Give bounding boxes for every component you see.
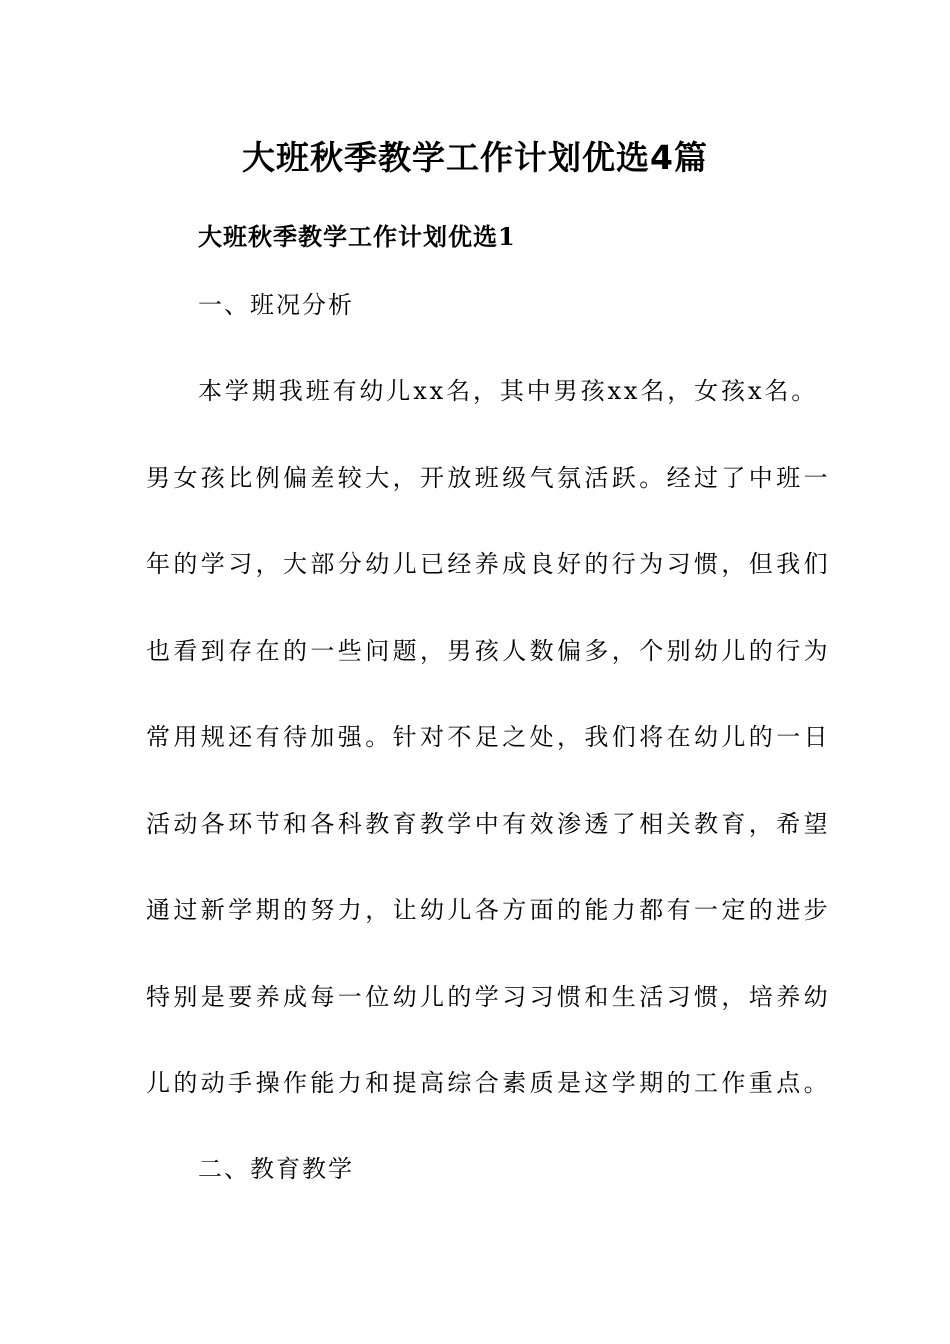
paragraph-line: 儿的动手操作能力和提高综合素质是这学期的工作重点。 bbox=[146, 1069, 831, 1097]
paragraph-line: 活动各环节和各科教育教学中有效渗透了相关教育，希望 bbox=[146, 809, 831, 838]
paragraph-line: 常用规还有待加强。针对不足之处，我们将在幼儿的一日 bbox=[146, 723, 831, 751]
section-heading-class-analysis: 一、班况分析 bbox=[198, 291, 354, 319]
paragraph-line: 也看到存在的一些问题，男孩人数偏多，个别幼儿的行为 bbox=[146, 636, 831, 665]
paragraph-line: 通过新学期的努力，让幼儿各方面的能力都有一定的进步 bbox=[146, 896, 831, 924]
document-subtitle: 大班秋季教学工作计划优选1 bbox=[198, 222, 516, 251]
paragraph-class-analysis bbox=[146, 348, 831, 1127]
section-heading-education-teaching: 二、教育教学 bbox=[198, 1155, 354, 1183]
paragraph-line: 男女孩比例偏差较大，开放班级气氛活跃。经过了中班一 bbox=[146, 463, 831, 492]
paragraph-line: 本学期我班有幼儿xx名，其中男孩xx名，女孩x名。 bbox=[198, 377, 819, 405]
document-title: 大班秋季教学工作计划优选4篇 bbox=[242, 138, 708, 177]
paragraph-line: 特别是要养成每一位幼儿的学习习惯和生活习惯，培养幼 bbox=[146, 982, 831, 1011]
paragraph-line: 年的学习，大部分幼儿已经养成良好的行为习惯，但我们 bbox=[146, 550, 831, 578]
